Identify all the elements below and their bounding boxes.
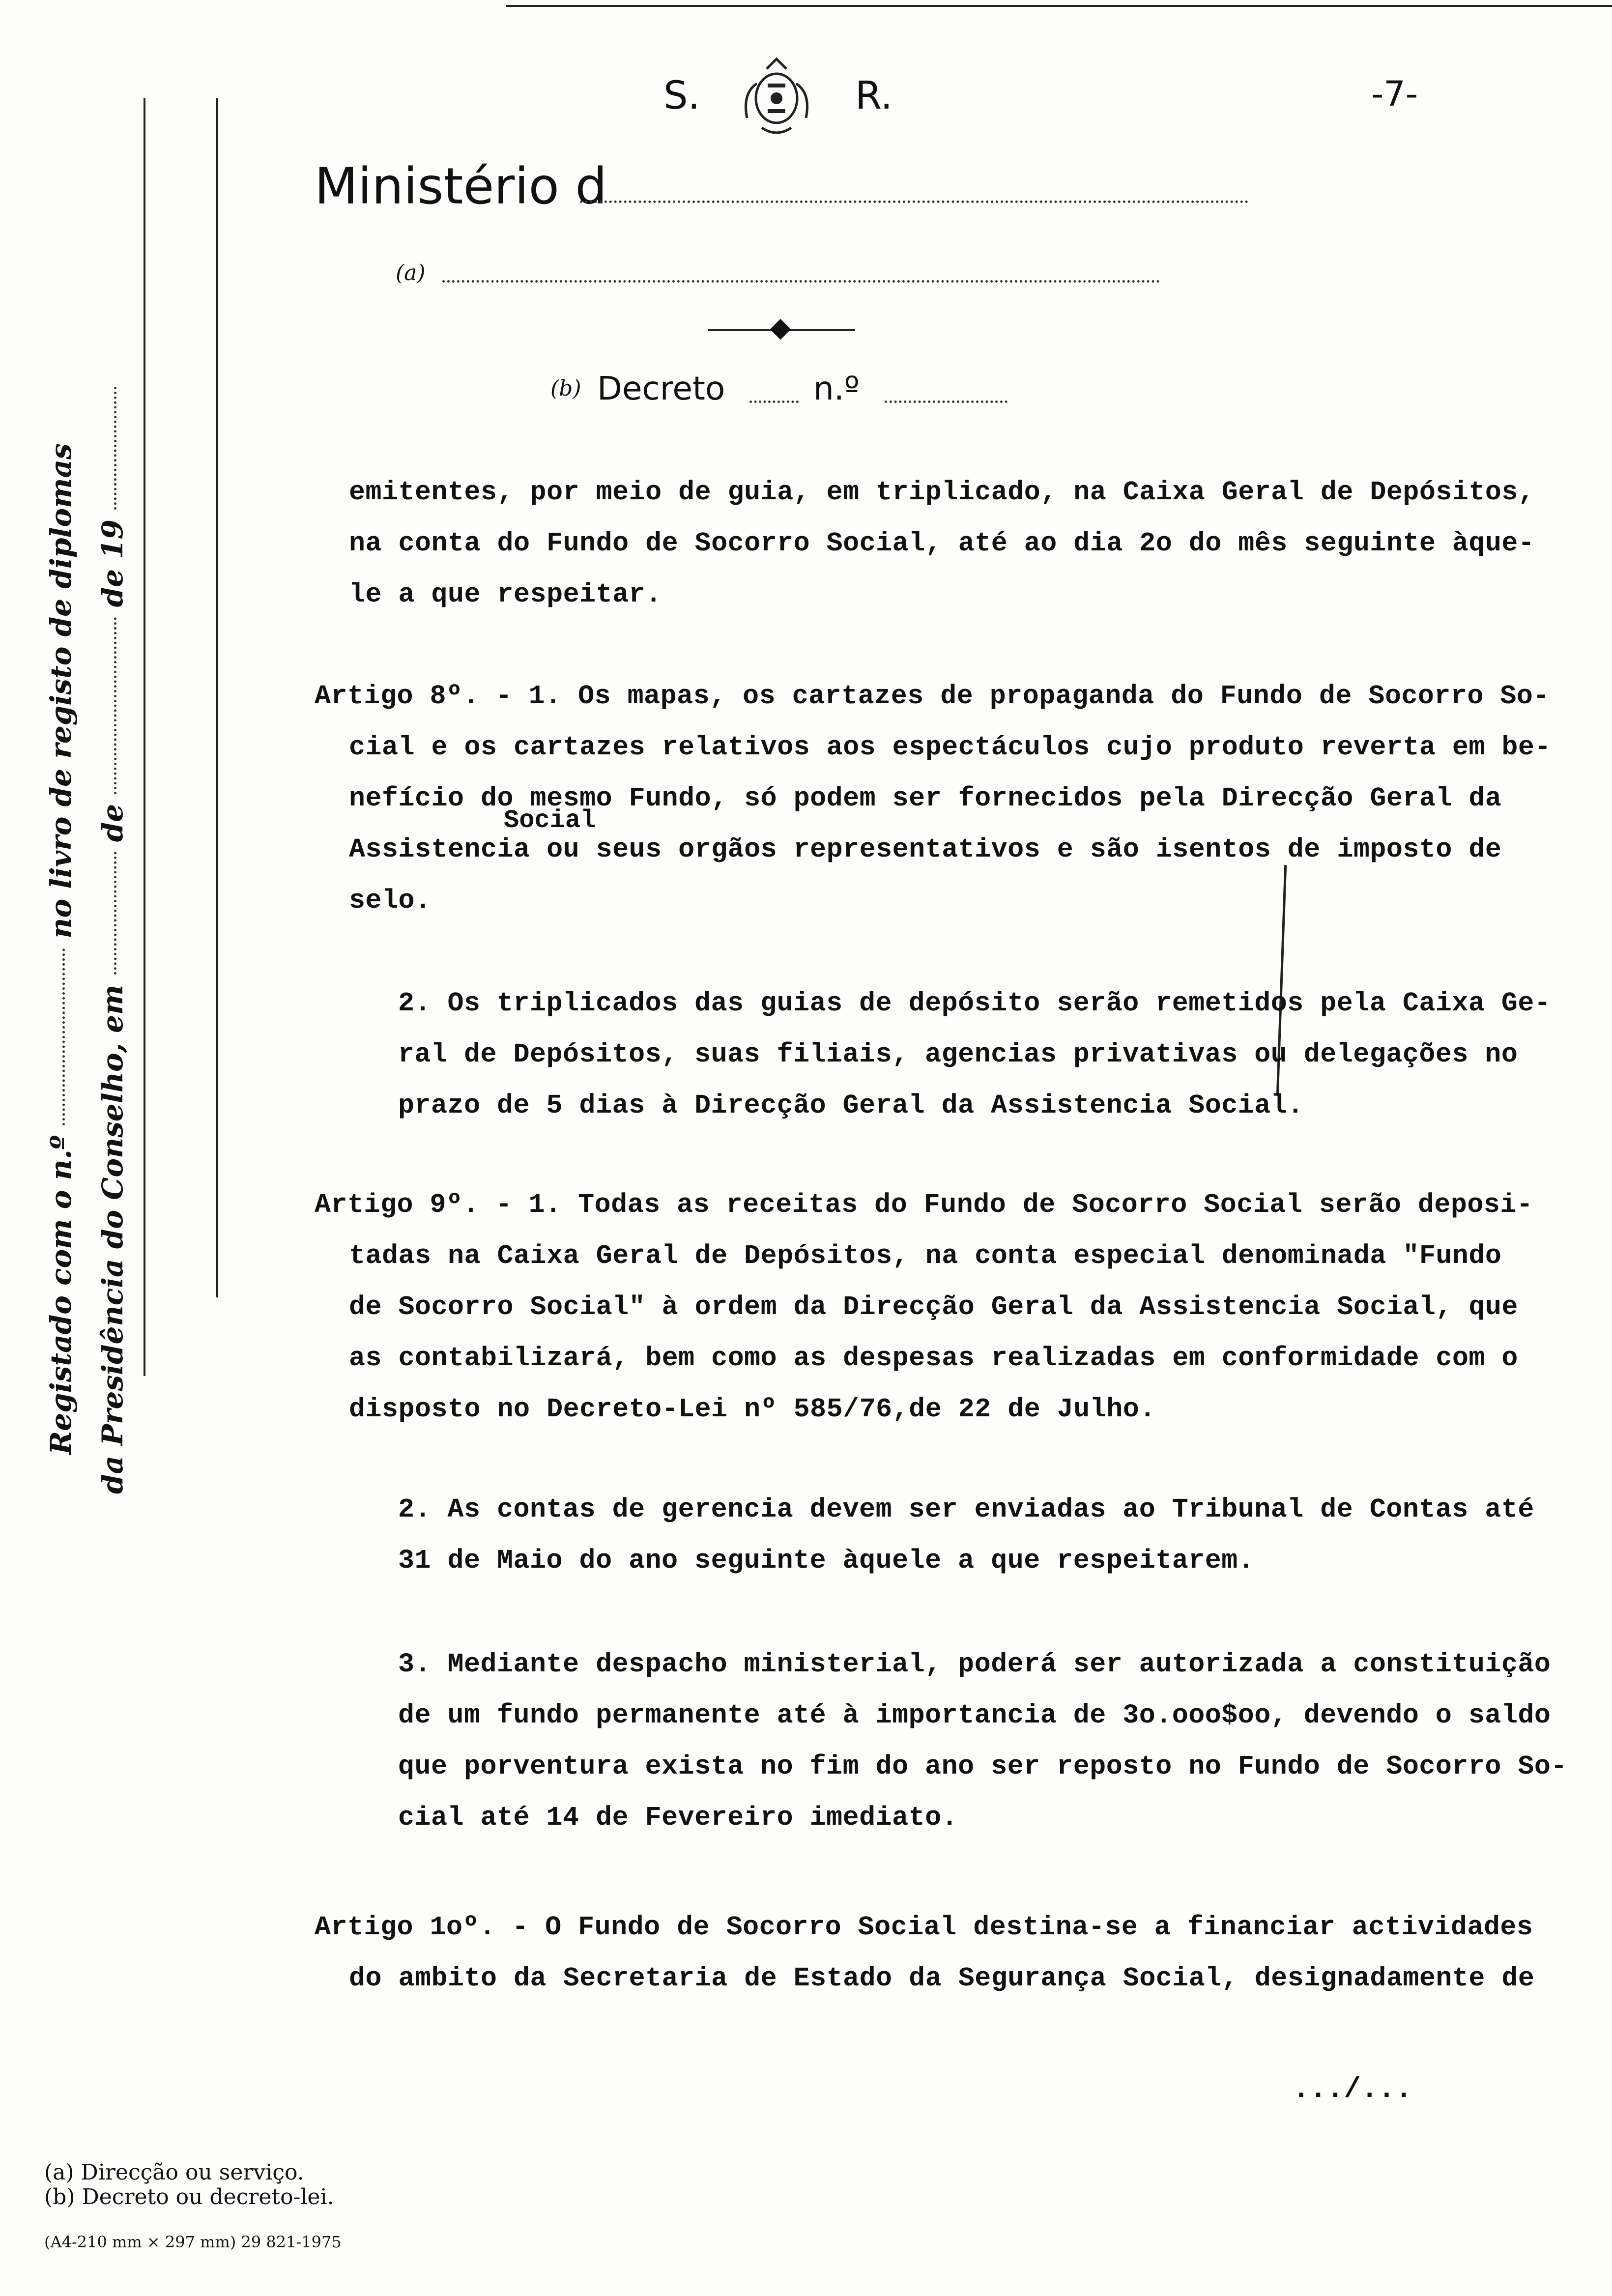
text-line: as contabilizará, bem como as despesas realizadas em conformidade com o <box>349 1343 1518 1374</box>
text-line: que porventura exista no fim do ano ser reposto no Fundo de Socorro So- <box>398 1751 1567 1782</box>
text-line: emitentes, por meio de guia, em triplicado, na Caixa Geral de Depósitos, <box>349 477 1535 508</box>
print-code: (A4-210 mm × 297 mm) 29 821-1975 <box>44 2233 342 2251</box>
margin-registration-line-2: da Presidência do Conselho, em de de 19 <box>96 387 129 1494</box>
article-9-paragraph-3 <box>398 1639 1597 1845</box>
header-right-letter: R. <box>855 74 893 118</box>
text-line: Assistencia ou seus orgãos representativos e são isentos de imposto de <box>349 834 1502 865</box>
margin-blank-day <box>114 852 116 975</box>
text-line: Artigo 8º. - 1. Os mapas, os cartazes de propaganda do Fundo de Socorro So- <box>315 681 1550 712</box>
header-left-letter: S. <box>663 74 700 118</box>
page-number: -7- <box>1371 74 1418 114</box>
intro-paragraph <box>349 467 1578 624</box>
ornament-diamond-icon <box>770 319 791 340</box>
text-line: cial e os cartazes relativos aos espectáculos cujo produto reverta em be- <box>349 732 1551 763</box>
text-line: nefício do mesmo Fundo, só podem ser fornecidos pela Direcção Geral da <box>349 783 1502 814</box>
margin-vertical-rule-2 <box>216 98 218 1297</box>
text-line: tadas na Caixa Geral de Depósitos, na conta especial denominada "Fundo <box>349 1240 1502 1271</box>
text-line: ral de Depósitos, suas filiais, agencias privativas ou delegações no <box>398 1039 1518 1070</box>
top-rule <box>506 5 1612 7</box>
decree-prefix: (b) <box>550 376 581 401</box>
margin-blank-number <box>62 948 65 1125</box>
decree-blank-line <box>749 401 799 403</box>
text-line: Artigo 9º. - 1. Todas as receitas do Fundo de Socorro Social serão deposi- <box>315 1189 1533 1220</box>
text-line: Artigo 1oº. - O Fundo de Socorro Social destina-se a financiar actividades <box>315 1912 1533 1943</box>
text-line: le a que respeitar. <box>349 579 662 610</box>
text-line: 2. Os triplicados das guias de depósito serão remetidos pela Caixa Ge- <box>398 988 1551 1019</box>
text-line: de Socorro Social" à ordem da Direcção Geral da Assistencia Social, que <box>349 1292 1518 1322</box>
ministry-label: Ministério d <box>315 157 607 216</box>
text-line: de um fundo permanente até à importancia de 3o.ooo$oo, devendo o saldo <box>398 1700 1551 1731</box>
text-line: disposto no Decreto-Lei nº 585/76,de 22 de Julho. <box>349 1394 1156 1425</box>
text-line: cial até 14 de Fevereiro imediato. <box>398 1802 958 1833</box>
field-a-blank-line <box>442 280 1160 283</box>
article-8-paragraph-1 <box>315 671 1573 926</box>
coat-of-arms-emblem <box>727 54 826 138</box>
text-line: selo. <box>349 885 432 916</box>
footnote-b: (b) Decreto ou decreto-lei. <box>44 2184 334 2210</box>
margin-vertical-rule-1 <box>144 98 145 1376</box>
text-line: prazo de 5 dias à Direcção Geral da Assistencia Social. <box>398 1090 1304 1121</box>
text-line: na conta do Fundo de Socorro Social, até ao dia 2o do mês seguinte àque- <box>349 528 1535 559</box>
text-line: 3. Mediante despacho ministerial, poderá ser autorizada a constituição <box>398 1649 1551 1680</box>
handwritten-insertion: Social <box>504 806 596 835</box>
margin-blank-year <box>114 387 116 510</box>
text-line: do ambito da Secretaria de Estado da Segurança Social, designadamente de <box>349 1963 1535 1994</box>
field-a-label: (a) <box>396 260 426 286</box>
margin-registration-line-1: Registado com o n.º no livro de registo de diplomas <box>44 443 78 1455</box>
decree-label: Decreto <box>597 370 725 407</box>
number-blank-line <box>885 401 1008 403</box>
article-9-paragraph-1 <box>315 1179 1573 1435</box>
article-10 <box>315 1902 1583 2010</box>
article-8-paragraph-2 <box>398 978 1578 1135</box>
text-line: 31 de Maio do ano seguinte àquele a que respeitarem. <box>398 1545 1255 1576</box>
article-9-paragraph-2 <box>398 1484 1578 1592</box>
continuation-mark: .../... <box>1293 2074 1412 2106</box>
footnote-a: (a) Direcção ou serviço. <box>44 2160 304 2185</box>
ministry-blank-line <box>580 201 1248 203</box>
text-line: 2. As contas de gerencia devem ser enviadas ao Tribunal de Contas até <box>398 1494 1534 1525</box>
number-label: n.º <box>813 370 860 407</box>
margin-blank-month <box>114 617 116 794</box>
